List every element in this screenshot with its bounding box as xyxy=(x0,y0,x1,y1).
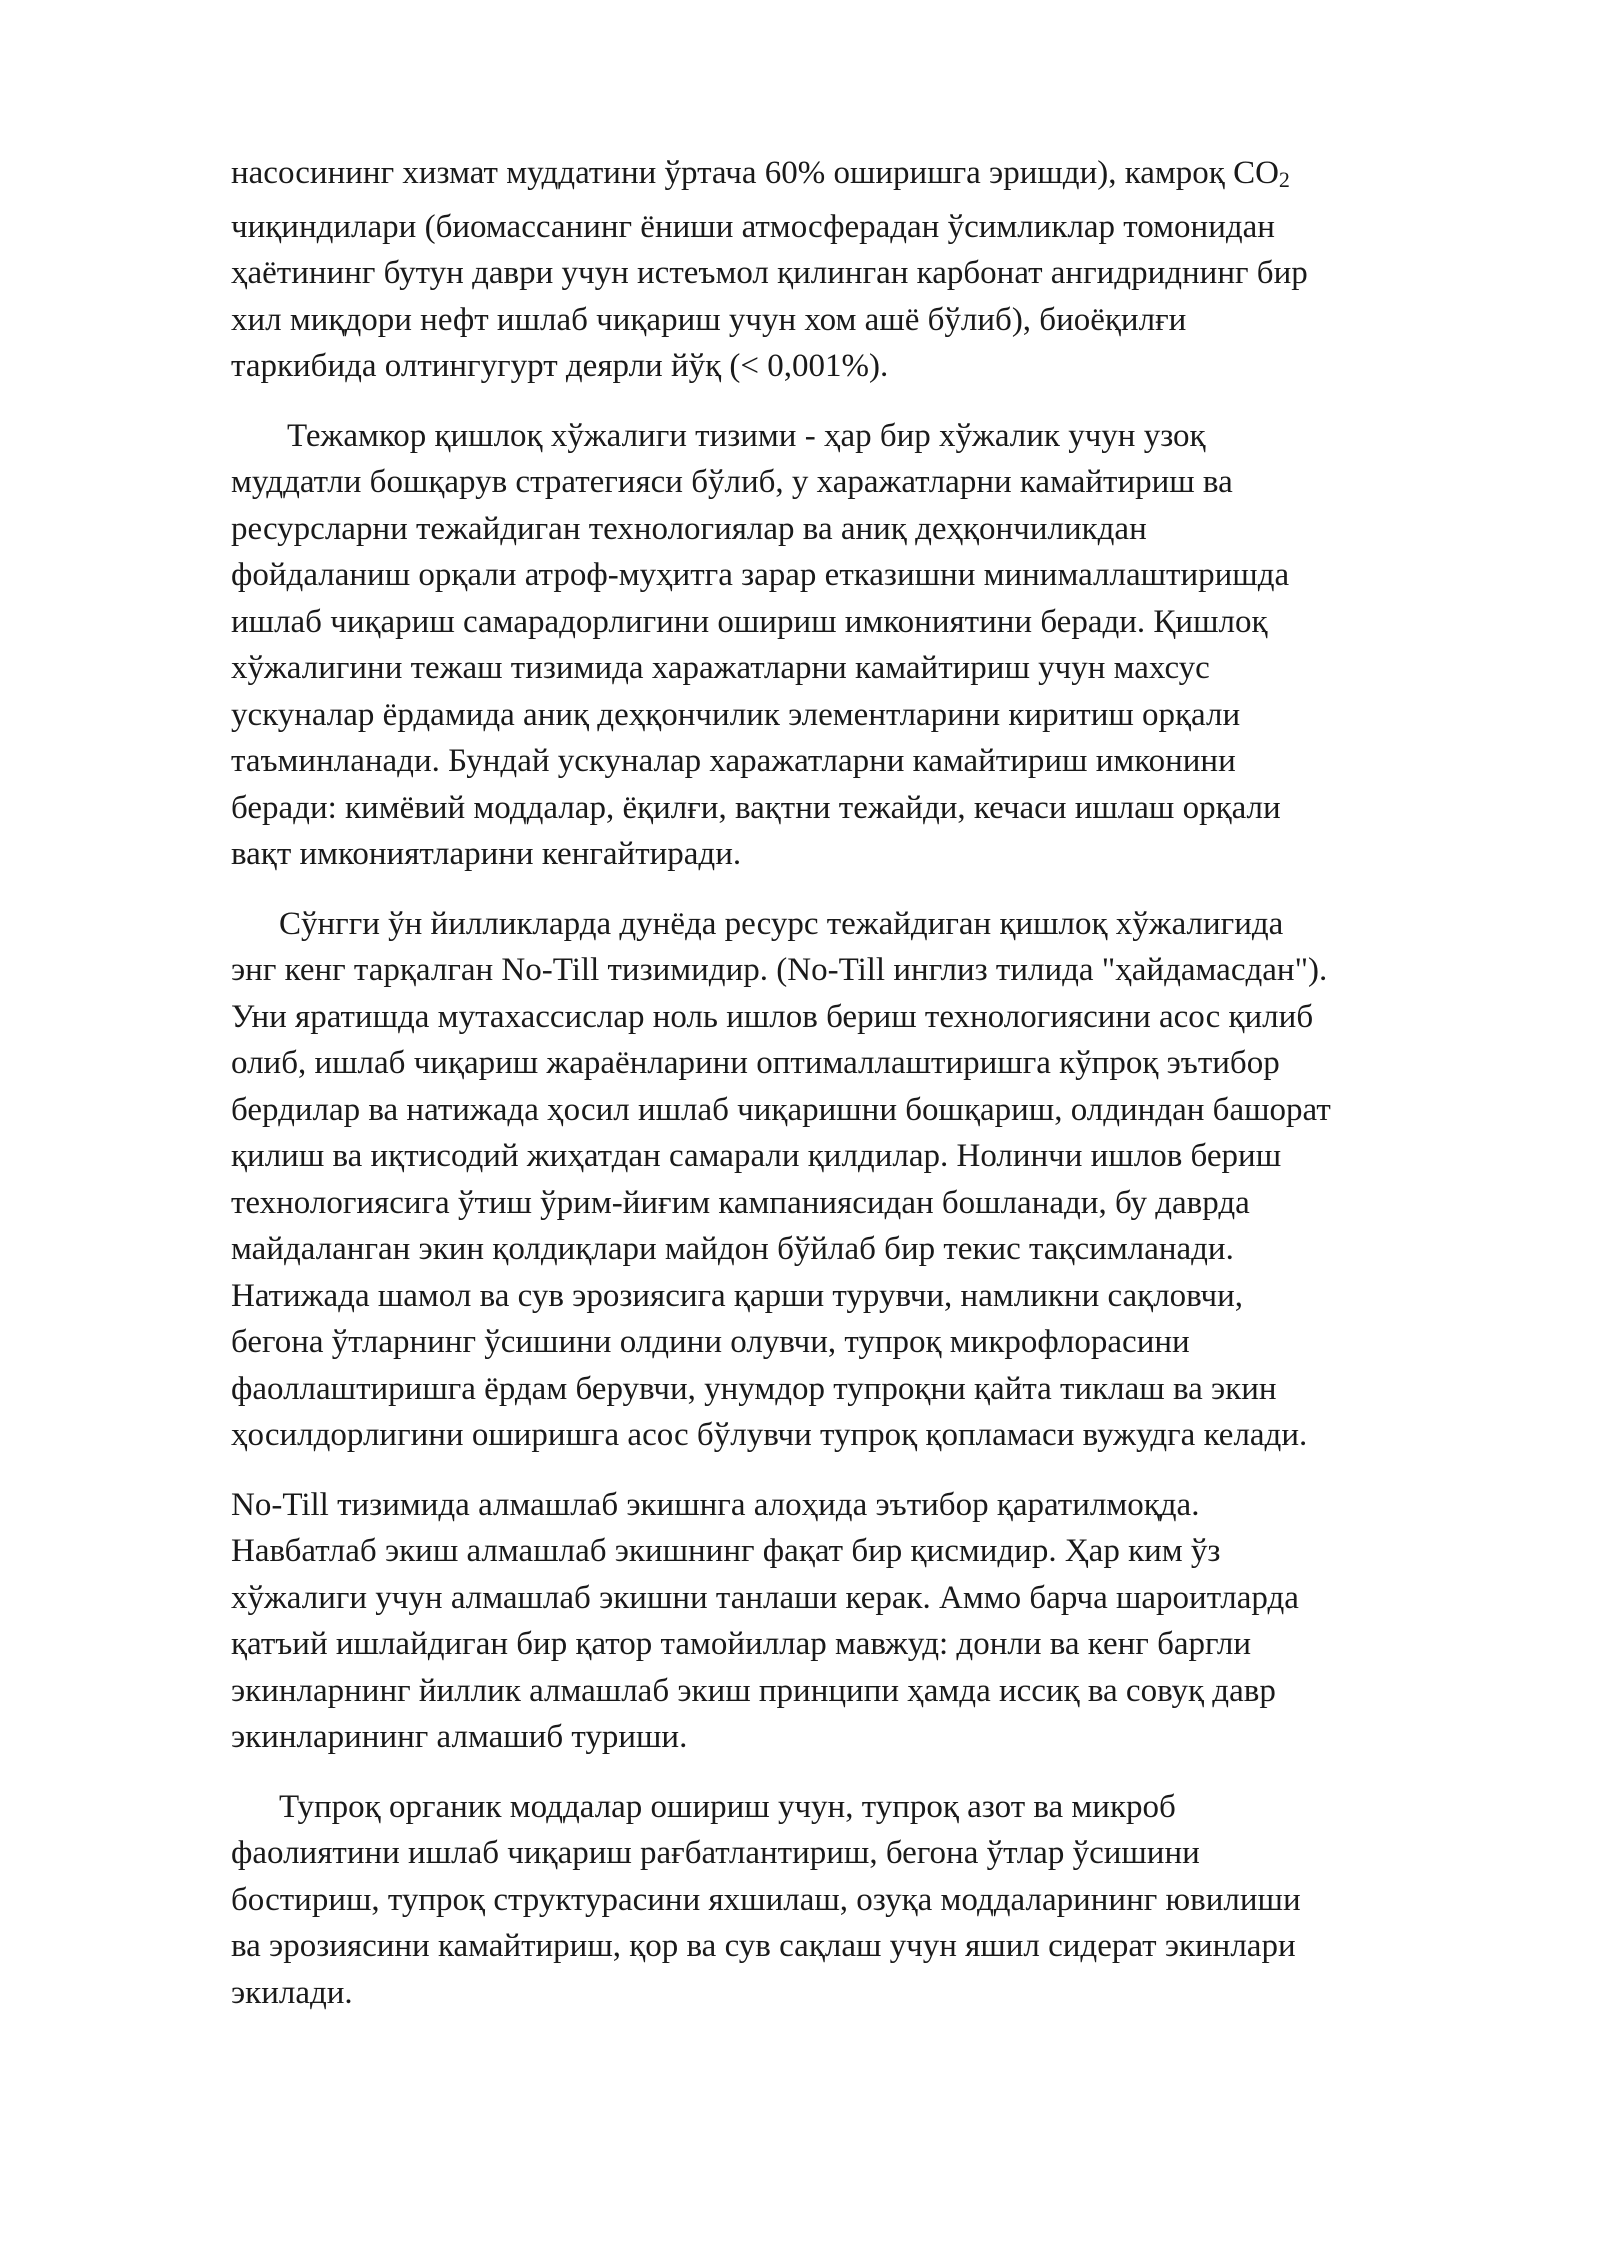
paragraph-crop-rotation xyxy=(231,1482,1501,1761)
text-line: фаолиятини ишлаб чиқариш рағбатлантириш, бегона ўтлар ўсишини xyxy=(231,1835,1200,1871)
text-line: қилиш ва иқтисодий жиҳатдан самарали қилдилар. Нолинчи ишлов бериш xyxy=(231,1138,1282,1174)
text-line: Навбатлаб экиш алмашлаб экишнинг фақат бир қисмидир. Ҳар ким ўз xyxy=(231,1533,1221,1569)
text-line: насосининг хизмат муддатини ўртача 60% оширишга эришди), камроқ CO xyxy=(231,155,1279,191)
text-line: таъминланади. Бундай ускуналар харажатларни камайтириш имконини xyxy=(231,743,1236,779)
text-line: технологиясига ўтиш ўрим-йиғим кампаниясидан бошланади, бу даврда xyxy=(231,1184,1250,1221)
text-line: Тежамкор қишлоқ хўжалиги тизими - ҳар бир хўжалик учун узоқ xyxy=(287,417,1206,454)
paragraph-green-manure xyxy=(231,1784,1501,2017)
text-line: Натижада шамол ва сув эрозиясига қарши турувчи, намликни сақловчи, xyxy=(231,1277,1244,1314)
text-line: экинларнинг йиллик алмашлаб экиш принципи ҳамда иссиқ ва совуқ давр xyxy=(231,1672,1276,1709)
text-line: Тупроқ органик моддалар ошириш учун, тупроқ азот ва микроб xyxy=(279,1788,1176,1825)
text-line: ресурсларни тежайдиган технологиялар ва аниқ деҳқончиликдан xyxy=(231,510,1147,547)
text-line: бердилар ва натижада ҳосил ишлаб чиқаришни бошқариш, олдиндан башорат xyxy=(231,1091,1331,1128)
paragraph-biofuel-benefits xyxy=(231,150,1501,390)
text-line: ускуналар ёрдамида аниқ деҳқончилик элементларини киритиш орқали xyxy=(231,696,1241,733)
text-line: ҳосилдорлигини оширишга асос бўлувчи тупроқ қопламаси вужудга келади. xyxy=(231,1417,1308,1453)
text-line: хил миқдори нефт ишлаб чиқариш учун хом ашё бўлиб), биоёқилғи xyxy=(231,301,1187,338)
text-line: бостириш, тупроқ структурасини яхшилаш, озуқа моддаларининг ювилиши xyxy=(231,1881,1301,1918)
text-line: чиқиндилари (биомассанинг ёниши атмосферадан ўсимликлар томонидан xyxy=(231,208,1275,245)
text-line: майдаланган экин қолдиқлари майдон бўйлаб бир текис тақсимланади. xyxy=(231,1231,1234,1267)
text-line: ҳаётининг бутун даври учун истеъмол қилинган карбонат ангидриднинг бир xyxy=(231,255,1308,291)
text-line: No-Till тизимида алмашлаб экишнга алоҳида эътибор қаратилмоқда. xyxy=(231,1486,1200,1523)
text-line: энг кенг тарқалган No-Till тизимидир. (No-Till инглиз тилида "ҳайдамасдан"). xyxy=(231,952,1328,988)
text-line: муддатли бошқарув стратегияси бўлиб, у харажатларни камайтириш ва xyxy=(231,464,1233,500)
text-line: экилади. xyxy=(231,1974,353,2011)
text-line: фойдаланиш орқали атроф-муҳитга зарар етказишни минималлаштиришда xyxy=(231,557,1290,593)
text-line: ишлаб чиқариш самарадорлигини ошириш имкониятини беради. Қишлоқ xyxy=(231,603,1268,640)
text-line: ва эрозиясини камайтириш, қор ва сув сақлаш учун яшил сидерат экинлари xyxy=(231,1928,1296,1964)
co2-subscript: 2 xyxy=(1278,167,1290,192)
text-line: фаоллаштиришга ёрдам берувчи, унумдор тупроқни қайта тиклаш ва экин xyxy=(231,1370,1277,1407)
text-line: хўжалигини тежаш тизимида харажатларни камайтириш учун махсус xyxy=(231,650,1210,686)
text-line: Уни яратишда мутахассислар ноль ишлов бериш технологиясини асос қилиб xyxy=(231,998,1314,1035)
document-body xyxy=(231,150,1501,2039)
paragraph-no-till xyxy=(231,901,1501,1459)
text-line: бегона ўтларнинг ўсишини олдини олувчи, тупроқ микрофлорасини xyxy=(231,1324,1190,1360)
text-line: Сўнгги ўн йилликларда дунёда ресурс тежайдиган қишлоқ хўжалигида xyxy=(279,905,1284,942)
text-line: олиб, ишлаб чиқариш жараёнларини оптималлаштиришга кўпроқ эътибор xyxy=(231,1045,1280,1081)
paragraph-conservation-agriculture xyxy=(231,413,1501,878)
text-line: хўжалиги учун алмашлаб экишни танлаши керак. Аммо барча шароитларда xyxy=(231,1579,1299,1616)
text-line: таркибида олтингугурт деярли йўқ (< 0,001%). xyxy=(231,348,889,384)
text-line xyxy=(231,150,1501,204)
text-line: экинларининг алмашиб туриши. xyxy=(231,1719,688,1755)
text-line: беради: кимёвий моддалар, ёқилғи, вақтни тежайди, кечаси ишлаш орқали xyxy=(231,789,1281,826)
text-line: вақт имкониятларини кенгайтиради. xyxy=(231,836,742,872)
text-line: қатъий ишлайдиган бир қатор тамойиллар мавжуд: донли ва кенг баргли xyxy=(231,1626,1252,1662)
